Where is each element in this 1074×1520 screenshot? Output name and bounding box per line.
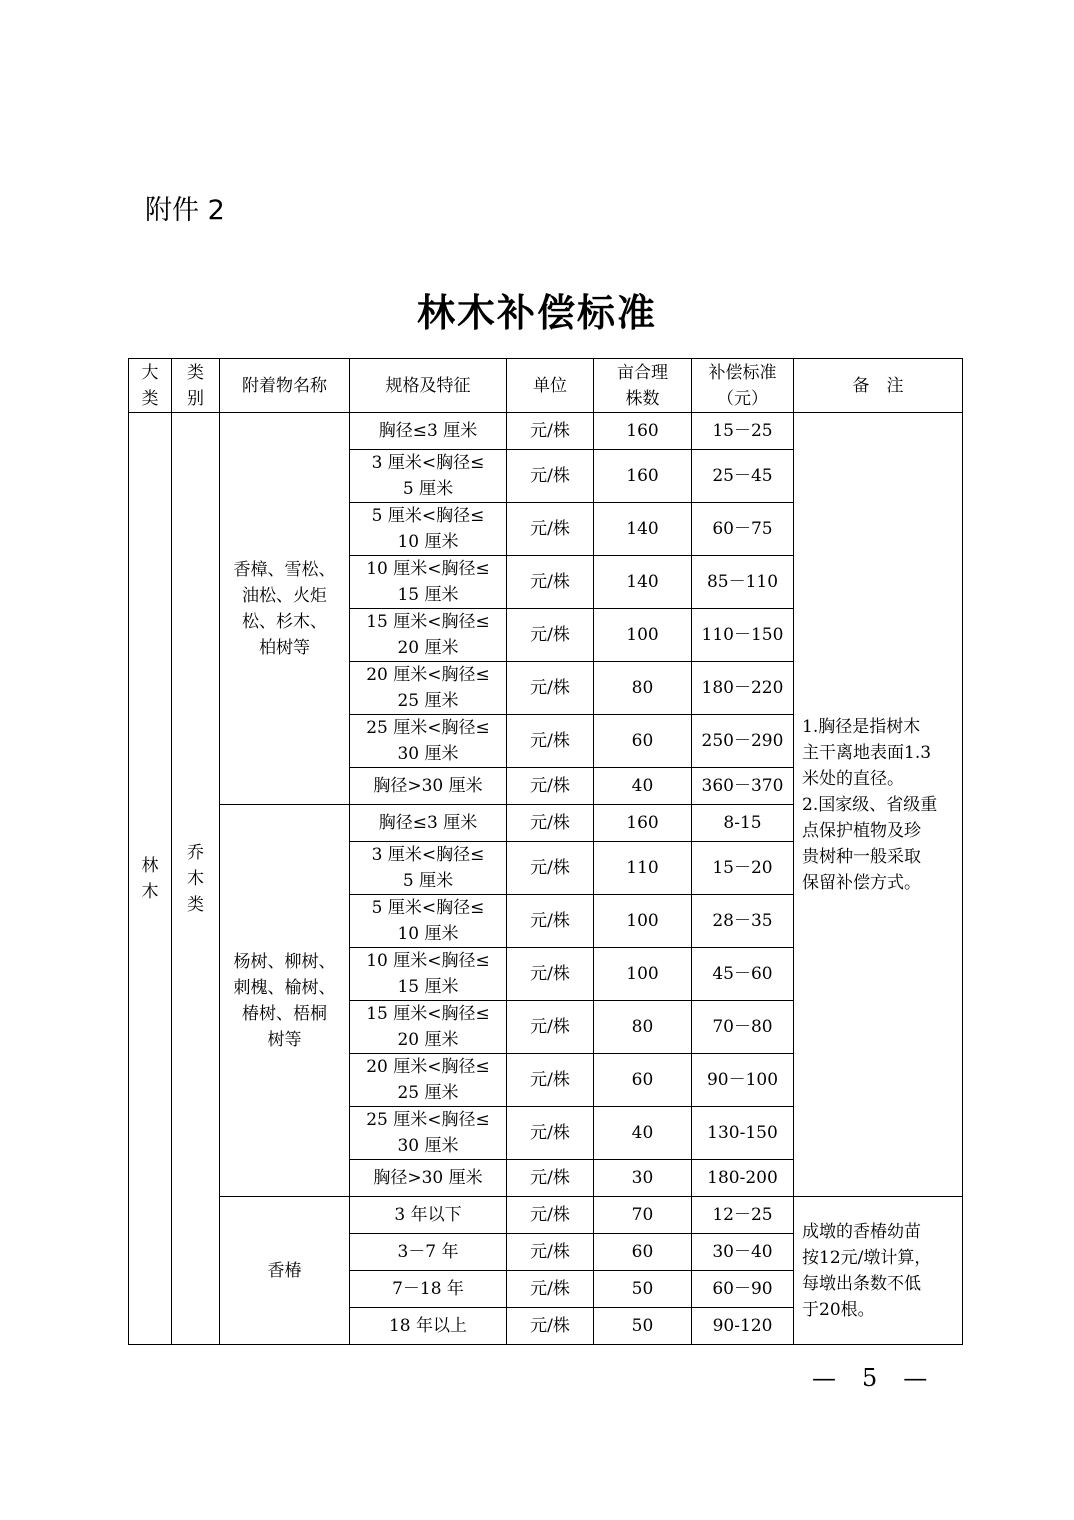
- price-cell: 180－220: [692, 662, 794, 715]
- spec-cell: 15 厘米<胸径≤ 20 厘米: [350, 1001, 507, 1054]
- count-cell: 80: [594, 662, 692, 715]
- header-remark: 备 注: [794, 359, 963, 413]
- spec-cell: 胸径≤3 厘米: [350, 805, 507, 842]
- unit-cell: 元/株: [507, 768, 594, 805]
- price-cell: 15－20: [692, 842, 794, 895]
- unit-cell: 元/株: [507, 1271, 594, 1308]
- unit-cell: 元/株: [507, 1001, 594, 1054]
- count-cell: 60: [594, 1234, 692, 1271]
- price-cell: 15－25: [692, 413, 794, 450]
- spec-cell: 25 厘米<胸径≤ 30 厘米: [350, 1107, 507, 1160]
- spec-cell: 3 厘米<胸径≤ 5 厘米: [350, 450, 507, 503]
- price-cell: 45－60: [692, 948, 794, 1001]
- price-cell: 8-15: [692, 805, 794, 842]
- spec-cell: 5 厘米<胸径≤ 10 厘米: [350, 895, 507, 948]
- header-unit: 单位: [507, 359, 594, 413]
- spec-cell: 7－18 年: [350, 1271, 507, 1308]
- header-name: 附着物名称: [220, 359, 350, 413]
- spec-cell: 胸径≤3 厘米: [350, 413, 507, 450]
- unit-cell: 元/株: [507, 662, 594, 715]
- count-cell: 40: [594, 768, 692, 805]
- spec-cell: 3 厘米<胸径≤ 5 厘米: [350, 842, 507, 895]
- count-cell: 160: [594, 413, 692, 450]
- spec-cell: 25 厘米<胸径≤ 30 厘米: [350, 715, 507, 768]
- unit-cell: 元/株: [507, 1197, 594, 1234]
- remark-toon: 成墩的香椿幼苗 按12元/墩计算， 每墩出条数不低 于20根。: [794, 1197, 963, 1345]
- count-cell: 100: [594, 948, 692, 1001]
- price-cell: 28－35: [692, 895, 794, 948]
- unit-cell: 元/株: [507, 556, 594, 609]
- unit-cell: 元/株: [507, 503, 594, 556]
- count-cell: 140: [594, 556, 692, 609]
- compensation-table: [128, 358, 963, 1345]
- count-cell: 140: [594, 503, 692, 556]
- header-per-mu: 亩合理 株数: [594, 359, 692, 413]
- spec-cell: 10 厘米<胸径≤ 15 厘米: [350, 556, 507, 609]
- price-cell: 90－100: [692, 1054, 794, 1107]
- count-cell: 100: [594, 609, 692, 662]
- spec-cell: 20 厘米<胸径≤ 25 厘米: [350, 662, 507, 715]
- unit-cell: 元/株: [507, 715, 594, 768]
- unit-cell: 元/株: [507, 842, 594, 895]
- price-cell: 12－25: [692, 1197, 794, 1234]
- price-cell: 360－370: [692, 768, 794, 805]
- header-category: 大 类: [129, 359, 172, 413]
- price-cell: 25－45: [692, 450, 794, 503]
- count-cell: 50: [594, 1271, 692, 1308]
- page-number: — 5 —: [812, 1364, 929, 1392]
- name-cell: 香椿: [220, 1197, 350, 1345]
- spec-cell: 3－7 年: [350, 1234, 507, 1271]
- price-cell: 70－80: [692, 1001, 794, 1054]
- count-cell: 100: [594, 895, 692, 948]
- price-cell: 250－290: [692, 715, 794, 768]
- count-cell: 50: [594, 1308, 692, 1345]
- count-cell: 30: [594, 1160, 692, 1197]
- price-cell: 30－40: [692, 1234, 794, 1271]
- count-cell: 160: [594, 805, 692, 842]
- price-cell: 60－90: [692, 1271, 794, 1308]
- unit-cell: 元/株: [507, 1107, 594, 1160]
- spec-cell: 胸径>30 厘米: [350, 768, 507, 805]
- price-cell: 60－75: [692, 503, 794, 556]
- unit-cell: 元/株: [507, 450, 594, 503]
- count-cell: 60: [594, 1054, 692, 1107]
- header-standard: 补偿标准 （元）: [692, 359, 794, 413]
- count-cell: 70: [594, 1197, 692, 1234]
- price-cell: 85－110: [692, 556, 794, 609]
- unit-cell: 元/株: [507, 1234, 594, 1271]
- unit-cell: 元/株: [507, 413, 594, 450]
- header-type: 类 别: [172, 359, 220, 413]
- type-cell: 乔 木 类: [172, 413, 220, 1345]
- unit-cell: 元/株: [507, 805, 594, 842]
- attachment-label: 附件 2: [145, 195, 225, 226]
- header-row: [129, 359, 963, 413]
- unit-cell: 元/株: [507, 1160, 594, 1197]
- remark-trees: 1.胸径是指树木 主干离地表面1.3 米处的直径。 2.国家级、省级重 点保护植物及珍 贵树种一般采取 保留补偿方式。: [794, 413, 963, 1197]
- price-cell: 180-200: [692, 1160, 794, 1197]
- unit-cell: 元/株: [507, 1054, 594, 1107]
- table-row: [129, 1197, 963, 1234]
- price-cell: 130-150: [692, 1107, 794, 1160]
- header-spec: 规格及特征: [350, 359, 507, 413]
- price-cell: 90-120: [692, 1308, 794, 1345]
- spec-cell: 胸径>30 厘米: [350, 1160, 507, 1197]
- spec-cell: 10 厘米<胸径≤ 15 厘米: [350, 948, 507, 1001]
- unit-cell: 元/株: [507, 1308, 594, 1345]
- table-row: [129, 413, 963, 450]
- spec-cell: 3 年以下: [350, 1197, 507, 1234]
- spec-cell: 5 厘米<胸径≤ 10 厘米: [350, 503, 507, 556]
- spec-cell: 18 年以上: [350, 1308, 507, 1345]
- name-cell: 杨树、柳树、 刺槐、榆树、 椿树、梧桐 树等: [220, 805, 350, 1197]
- count-cell: 40: [594, 1107, 692, 1160]
- page-title: 林木补偿标准: [416, 290, 657, 335]
- spec-cell: 20 厘米<胸径≤ 25 厘米: [350, 1054, 507, 1107]
- name-cell: 香樟、雪松、 油松、火炬 松、杉木、 柏树等: [220, 413, 350, 805]
- price-cell: 110－150: [692, 609, 794, 662]
- unit-cell: 元/株: [507, 895, 594, 948]
- category-cell: 林 木: [129, 413, 172, 1345]
- count-cell: 80: [594, 1001, 692, 1054]
- count-cell: 110: [594, 842, 692, 895]
- unit-cell: 元/株: [507, 609, 594, 662]
- count-cell: 60: [594, 715, 692, 768]
- spec-cell: 15 厘米<胸径≤ 20 厘米: [350, 609, 507, 662]
- unit-cell: 元/株: [507, 948, 594, 1001]
- count-cell: 160: [594, 450, 692, 503]
